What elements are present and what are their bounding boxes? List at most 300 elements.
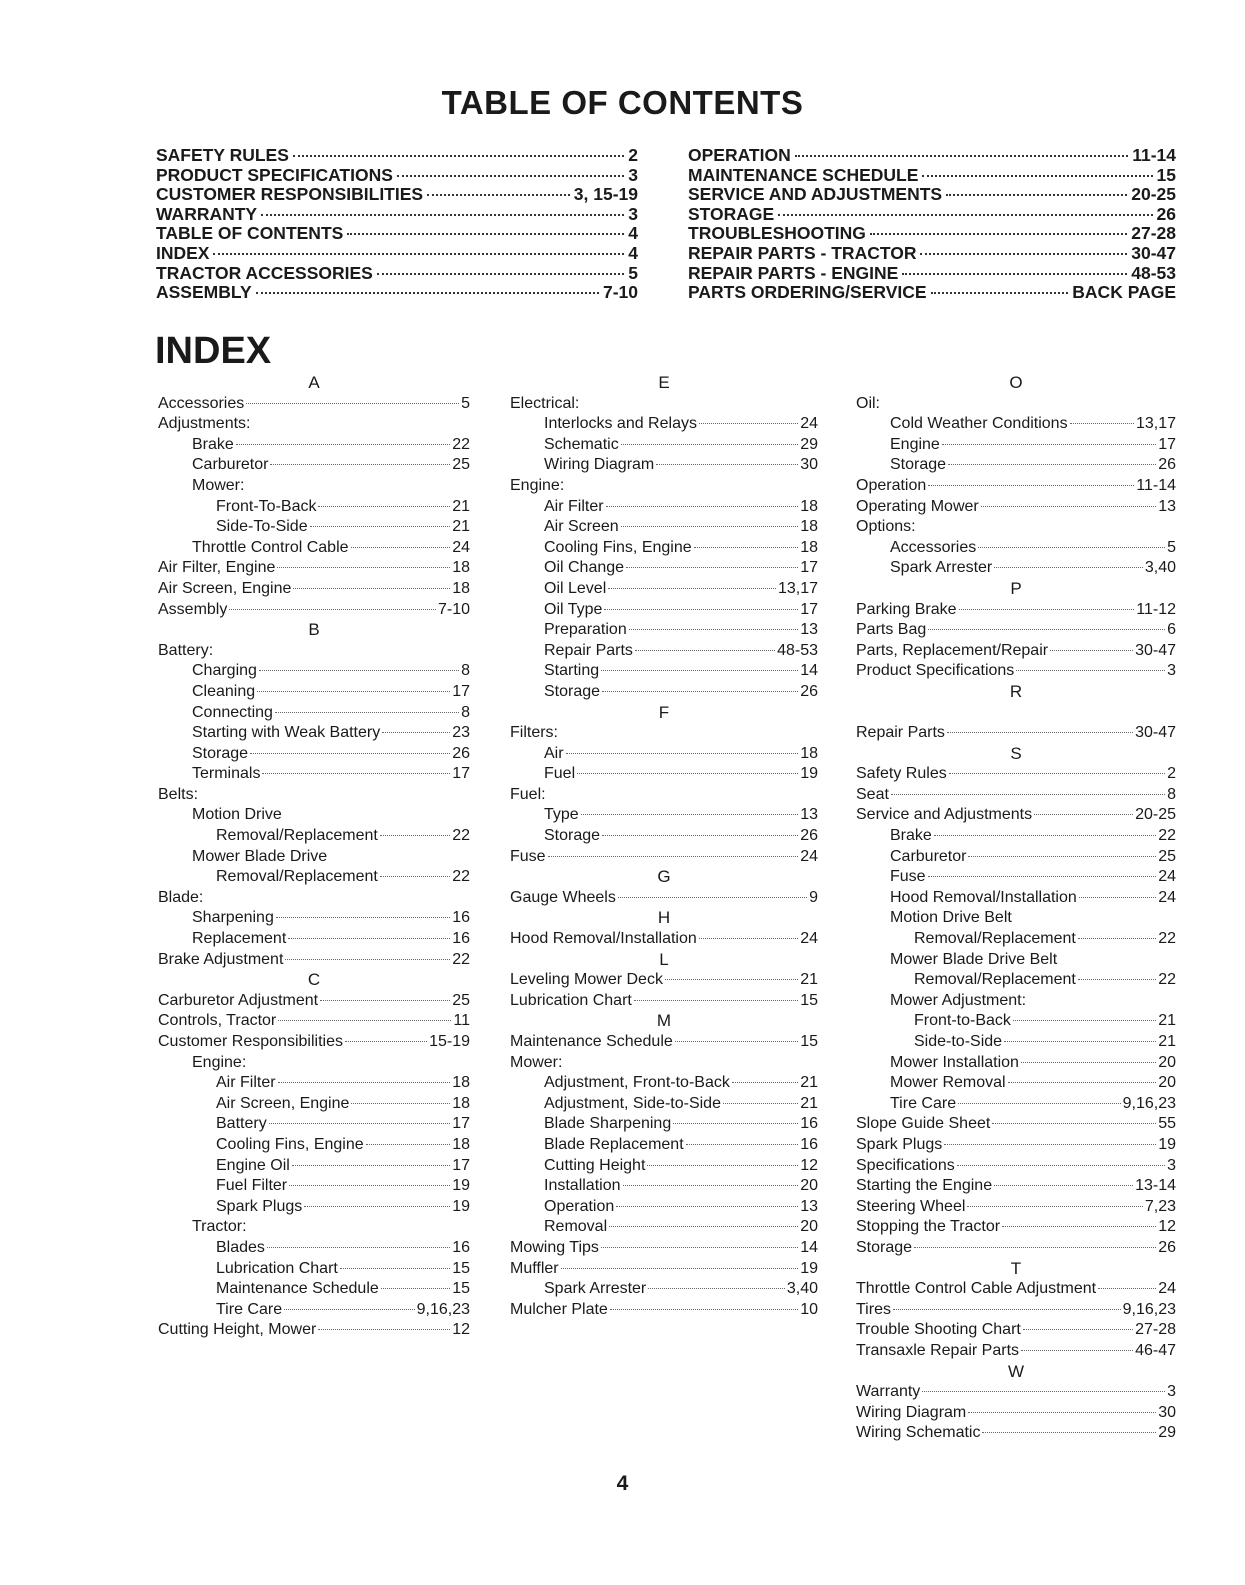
index-entry-page: 21 [452, 518, 470, 536]
index-entry-label: Battery [216, 1115, 267, 1133]
dot-leader [270, 464, 450, 465]
dot-leader [310, 526, 451, 527]
index-entry-label: Fuse [510, 847, 546, 865]
index-entry-label: Repair Parts [856, 724, 945, 742]
index-entry [856, 435, 1176, 456]
index-entry-label: Removal/Replacement [914, 971, 1076, 989]
dot-leader [366, 1144, 451, 1145]
index-entry-label: Hood Removal/Installation [890, 888, 1077, 906]
index-entry-label: Air [544, 744, 564, 762]
index-entry-page: 26 [1158, 1238, 1176, 1256]
dot-leader [947, 732, 1133, 733]
dot-leader [891, 794, 1165, 795]
index-entry-label: Tire Care [890, 1094, 957, 1112]
page-title: TABLE OF CONTENTS [441, 84, 804, 121]
dot-leader [634, 1000, 798, 1001]
index-entry-page: 9,16,23 [416, 1300, 470, 1318]
index-entry-page: 48-53 [777, 641, 818, 659]
index-entry [856, 1341, 1176, 1362]
index-entry-label: Carburetor Adjustment [158, 991, 319, 1009]
dot-leader [893, 1309, 1121, 1310]
dot-leader [259, 670, 459, 671]
dot-leader [1008, 1082, 1157, 1083]
index-entry-label: Seat [856, 785, 889, 803]
index-entry-page: 15 [800, 991, 818, 1009]
index-entry [856, 661, 1176, 682]
index-entry [510, 1279, 818, 1300]
index-entry [158, 1135, 470, 1156]
dot-leader [978, 547, 1165, 548]
toc-entry-page: 48-53 [1131, 262, 1176, 283]
index-entry-label: Air Filter [216, 1074, 276, 1092]
dot-leader [262, 773, 450, 774]
index-entry [856, 414, 1176, 435]
dot-leader [732, 1082, 798, 1083]
index-entry-page: 19 [1158, 1135, 1176, 1153]
index-entry-label: Warranty [856, 1383, 921, 1401]
dot-leader [942, 444, 1156, 445]
index-entry [158, 867, 470, 888]
index-entry-page: 46-47 [1135, 1341, 1176, 1359]
index-entry-page: 3 [1167, 1383, 1176, 1401]
index-entry-page: 13 [800, 1197, 818, 1215]
index-entry-page: 14 [800, 662, 818, 680]
index-entry [510, 1094, 818, 1115]
index-entry-label: Assembly [158, 600, 228, 618]
dot-leader [380, 876, 450, 877]
index-entry [856, 455, 1176, 476]
index-entry [856, 785, 1176, 806]
dot-leader [604, 609, 798, 610]
index-entry-label: Air Screen [544, 518, 619, 536]
index-entry-label: Engine [890, 435, 940, 453]
index-entry-label: Mowing Tips [510, 1238, 599, 1256]
index-entry [856, 1094, 1176, 1115]
toc-entry-label: OPERATION [688, 145, 791, 165]
dot-leader [256, 292, 599, 294]
index-entry [510, 1135, 818, 1156]
index-entry-page: 16 [800, 1115, 818, 1133]
index-entry-label: Engine Oil [216, 1156, 290, 1174]
dot-leader [293, 588, 450, 589]
dot-leader [284, 1309, 415, 1310]
dot-leader [621, 444, 799, 445]
toc-entry-page: 15 [1156, 164, 1176, 185]
index-group-heading: Tractor: [192, 1218, 247, 1236]
index-entry [158, 517, 470, 538]
dot-leader [699, 938, 798, 939]
index-entry [856, 1073, 1176, 1094]
index-entry [856, 970, 1176, 991]
index-entry-page: 3 [1167, 662, 1176, 680]
index-entry-label: Starting with Weak Battery [192, 724, 381, 742]
index-entry-page: 17 [452, 682, 470, 700]
dot-leader [968, 856, 1156, 857]
index-entry [158, 703, 470, 724]
index-entry-page: 22 [1158, 827, 1176, 845]
index-entry-label: Charging [192, 662, 257, 680]
index-entry-page: 3,40 [1144, 559, 1176, 577]
dot-leader [931, 292, 1069, 294]
index-letter-heading: G [657, 867, 671, 887]
index-group-heading: Engine: [192, 1053, 247, 1071]
index-entry [158, 950, 470, 971]
index-entry-label: Fuse [890, 868, 926, 886]
dot-leader [959, 609, 1135, 610]
index-entry-label: Throttle Control Cable [192, 538, 349, 556]
index-entry-label: Wiring Diagram [544, 456, 655, 474]
dot-leader [278, 1082, 451, 1083]
index-entry-page: 26 [452, 744, 470, 762]
index-entry-label: Fuel Filter [216, 1177, 288, 1195]
dot-leader [293, 155, 624, 157]
toc-entry-label: TROUBLESHOOTING [688, 223, 866, 244]
toc-entry-page: 26 [1156, 203, 1176, 224]
index-entry-label: Hood Removal/Installation [510, 930, 697, 948]
index-entry-label: Preparation [544, 621, 627, 639]
index-entry [158, 764, 470, 785]
index-entry-label: Storage [856, 1238, 913, 1256]
index-entry-label: Cold Weather Conditions [890, 415, 1068, 433]
dot-leader [948, 464, 1156, 465]
dot-leader [629, 629, 798, 630]
dot-leader [694, 547, 799, 548]
index-entry-page: 30 [1158, 1403, 1176, 1421]
index-entry [158, 579, 470, 600]
toc-entry [156, 185, 638, 205]
index-entry [510, 558, 818, 579]
index-entry [856, 1032, 1176, 1053]
index-entry-label: Accessories [890, 538, 977, 556]
index-entry-page: 26 [800, 827, 818, 845]
index-entry-page: 15 [452, 1280, 470, 1298]
index-entry-page: 22 [452, 868, 470, 886]
index-entry-label: Muffler [510, 1259, 559, 1277]
index-entry [856, 847, 1176, 868]
index-entry-page: 9 [809, 888, 818, 906]
index-entry [158, 600, 470, 621]
dot-leader [377, 273, 624, 275]
index-entry-label: Maintenance Schedule [510, 1033, 673, 1050]
index-entry [510, 600, 818, 621]
toc-entry-label: REPAIR PARTS - ENGINE [688, 262, 899, 283]
index-entry-label: Replacement [192, 930, 287, 948]
index-entry [510, 414, 818, 435]
index-entry-page: 11 [453, 1012, 470, 1030]
index-entry [856, 929, 1176, 950]
index-entry-label: Stopping the Tractor [856, 1218, 1001, 1236]
index-letter-heading: T [1010, 1258, 1022, 1278]
dot-leader [606, 506, 799, 507]
toc-entry-label: SAFETY RULES [156, 145, 289, 165]
index-entry-label: Trouble Shooting Chart [856, 1321, 1021, 1339]
toc-entry-label: STORAGE [688, 203, 775, 224]
index-group-heading: Motion Drive [192, 806, 282, 824]
index-entry-label: Blades [216, 1238, 265, 1256]
index-entry-label: Starting the Engine [856, 1177, 993, 1195]
index-entry-page: 13-14 [1135, 1177, 1176, 1195]
index-entry [510, 641, 818, 662]
index-entry-label: Transaxle Repair Parts [856, 1341, 1020, 1359]
index-entry-page: 9,16,23 [1122, 1094, 1176, 1112]
index-entry-label: Brake [890, 827, 932, 845]
index-entry [856, 1176, 1176, 1197]
dot-leader [992, 1123, 1156, 1124]
index-entry-label: Carburetor [890, 847, 967, 865]
dot-leader [1021, 1350, 1133, 1351]
toc-entry-page: 5 [628, 262, 638, 283]
dot-leader [699, 423, 798, 424]
index-entry-label: Service and Adjustments [856, 806, 1033, 824]
dot-leader [382, 732, 450, 733]
index-entry-page: 26 [1158, 456, 1176, 474]
index-entry-page: 14 [800, 1238, 818, 1256]
index-entry-page: 21 [800, 971, 818, 989]
index-entry-label: Cooling Fins, Engine [544, 538, 692, 556]
dot-leader [648, 1288, 785, 1289]
index-entry-label: Steering Wheel [856, 1197, 966, 1215]
dot-leader [351, 1103, 450, 1104]
index-entry-label: Controls, Tractor [158, 1012, 277, 1030]
dot-leader [968, 1412, 1156, 1413]
index-entry-page: 16 [800, 1135, 818, 1153]
dot-leader [304, 1206, 450, 1207]
index-entry [856, 558, 1176, 579]
index-entry-page: 17 [452, 1115, 470, 1133]
dot-leader [616, 1206, 798, 1207]
index-entry-label: Adjustment, Side-to-Side [544, 1094, 721, 1112]
index-entry-label: Repair Parts [544, 641, 633, 659]
index-entry [158, 929, 470, 950]
index-entry [856, 538, 1176, 559]
index-entry-page: 27-28 [1135, 1321, 1176, 1339]
index-entry-page: 20 [1158, 1053, 1176, 1071]
toc-right-column [688, 146, 1176, 303]
toc-entry-label: MAINTENANCE SCHEDULE [688, 164, 919, 185]
index-entry [510, 1300, 818, 1321]
dot-leader [928, 876, 1157, 877]
index-entry [856, 497, 1176, 518]
index-entry [856, 600, 1176, 621]
index-entry-page: 19 [452, 1197, 470, 1215]
dot-leader [561, 1268, 799, 1269]
index-letter-heading: P [1010, 578, 1022, 598]
dot-leader [269, 1123, 451, 1124]
index-entry-page: 30-47 [1135, 641, 1176, 659]
index-entry-page: 20-25 [1135, 806, 1176, 824]
index-entry [158, 1300, 470, 1321]
dot-leader [257, 691, 450, 692]
index-entry-label: Side-to-Side [914, 1033, 1003, 1050]
index-entry-page: 12 [800, 1156, 818, 1174]
index-entry [510, 826, 818, 847]
dot-leader [1098, 1288, 1156, 1289]
index-entry [158, 723, 470, 744]
index-entry [856, 1279, 1176, 1300]
toc-entry-page: 3, 15-19 [573, 184, 638, 205]
index-entry [510, 1238, 818, 1259]
dot-leader [278, 1020, 451, 1021]
index-entry [510, 1217, 818, 1238]
index-entry-page: 20 [800, 1218, 818, 1236]
dot-leader [277, 567, 450, 568]
index-entry-page: 20 [1158, 1074, 1176, 1092]
index-entry-label: Air Filter, Engine [158, 559, 276, 577]
index-entry-label: Brake Adjustment [158, 950, 284, 968]
index-entry-page: 5 [1167, 538, 1176, 556]
index-entry-label: Oil Change [544, 559, 625, 577]
index-entry [158, 1032, 470, 1053]
dot-leader [665, 979, 798, 980]
index-letter-heading: M [656, 1011, 672, 1031]
toc-entry-page: 20-25 [1131, 184, 1176, 205]
index-entry [856, 641, 1176, 662]
index-entry-page: 13 [800, 806, 818, 824]
index-entry-page: 17 [800, 559, 818, 577]
dot-leader [285, 959, 450, 960]
index-entry-page: 30-47 [1135, 724, 1176, 742]
index-entry-label: Storage [544, 827, 601, 845]
dot-leader [1070, 423, 1134, 424]
index-entry [158, 1011, 470, 1032]
dot-leader [1016, 670, 1165, 671]
index-entry-page: 21 [1158, 1012, 1176, 1030]
index-entry-page: 17 [1158, 435, 1176, 453]
toc-entry [156, 264, 638, 284]
dot-leader [1004, 1041, 1156, 1042]
toc-entry-label: REPAIR PARTS - TRACTOR [688, 242, 917, 263]
index-column-1 [158, 373, 470, 1341]
index-group-heading: Mower Adjustment: [890, 991, 1027, 1009]
index-entry-page: 24 [800, 847, 818, 865]
dot-leader [602, 691, 798, 692]
index-entry-label: Spark Plugs [216, 1197, 303, 1215]
index-entry-label: Cooling Fins, Engine [216, 1135, 364, 1153]
index-letter-heading: A [308, 373, 320, 392]
index-entry-page: 21 [800, 1074, 818, 1092]
dot-leader [345, 1041, 427, 1042]
index-entry-label: Wiring Diagram [856, 1403, 967, 1421]
index-entry-page: 19 [800, 765, 818, 783]
index-entry [856, 888, 1176, 909]
dot-leader [982, 1432, 1156, 1433]
index-entry-page: 13,17 [1135, 415, 1176, 433]
dot-leader [981, 506, 1156, 507]
index-entry-page: 18 [452, 579, 470, 597]
index-entry-label: Adjustment, Front-to-Back [544, 1074, 730, 1092]
dot-leader [686, 1144, 799, 1145]
dot-leader [778, 214, 1152, 216]
index-entry-label: Removal [544, 1218, 608, 1236]
index-entry [856, 723, 1176, 744]
dot-leader [276, 917, 450, 918]
dot-leader [967, 1206, 1142, 1207]
dot-leader [427, 194, 570, 196]
dot-leader [292, 1165, 450, 1166]
index-entry-page: 13,17 [777, 579, 818, 597]
index-entry-page: 15 [800, 1033, 818, 1050]
index-entry-page: 3 [1167, 1156, 1176, 1174]
dot-leader [213, 253, 624, 255]
index-entry-label: Product Specifications [856, 662, 1015, 680]
index-entry [158, 497, 470, 518]
index-entry-label: Mower Removal [890, 1074, 1006, 1092]
index-entry [158, 1114, 470, 1135]
index-entry [158, 1238, 470, 1259]
index-entry [510, 538, 818, 559]
index-entry [510, 1114, 818, 1135]
dot-leader [928, 485, 1134, 486]
index-entry-label: Blade Replacement [544, 1135, 684, 1153]
dot-leader [647, 1165, 798, 1166]
dot-leader [577, 773, 798, 774]
index-entry-label: Throttle Control Cable Adjustment [856, 1280, 1097, 1298]
index-entry [158, 1156, 470, 1177]
toc-entry [688, 264, 1176, 284]
toc-entry-page: 27-28 [1131, 223, 1176, 244]
index-heading: INDEX [155, 330, 272, 372]
index-group-heading: Mower: [510, 1053, 563, 1071]
index-entry [158, 394, 470, 415]
index-entry [856, 1300, 1176, 1321]
index-entry-label: Removal/Replacement [216, 827, 378, 845]
index-entry [856, 826, 1176, 847]
index-entry-page: 11-12 [1136, 600, 1176, 618]
index-group-heading: Mower: [192, 476, 245, 494]
index-entry-label: Air Screen, Engine [216, 1094, 350, 1112]
index-entry-page: 22 [1158, 930, 1176, 948]
index-entry [510, 991, 818, 1012]
index-entry-label: Interlocks and Relays [544, 415, 697, 433]
index-entry-label: Starting [544, 662, 600, 680]
dot-leader [922, 1391, 1165, 1392]
toc-entry [156, 283, 638, 303]
index-entry-page: 22 [452, 435, 470, 453]
dot-leader [675, 1041, 798, 1042]
index-entry-page: 21 [1158, 1033, 1176, 1050]
index-entry-page: 19 [800, 1259, 818, 1277]
index-entry-page: 22 [1158, 971, 1176, 989]
index-entry [510, 847, 818, 868]
toc-entry [688, 244, 1176, 264]
index-entry [158, 661, 470, 682]
index-entry-page: 16 [452, 909, 470, 927]
index-entry-page: 20 [800, 1177, 818, 1195]
dot-leader [1021, 1062, 1156, 1063]
index-entry [158, 558, 470, 579]
dot-leader [958, 1103, 1121, 1104]
index-entry-label: Customer Responsibilities [158, 1033, 343, 1050]
index-entry-label: Storage [890, 456, 947, 474]
index-entry [158, 908, 470, 929]
index-entry [158, 991, 470, 1012]
index-entry [856, 1156, 1176, 1177]
dot-leader [949, 773, 1165, 774]
index-group-heading: Filters: [510, 724, 558, 742]
index-entry-label: Schematic [544, 435, 619, 453]
index-entry [158, 1259, 470, 1280]
index-entry-page: 7-10 [437, 600, 470, 618]
index-entry-page: 5 [461, 394, 470, 412]
index-entry-label: Gauge Wheels [510, 888, 616, 906]
index-entry [158, 826, 470, 847]
toc-entry-label: TRACTOR ACCESSORIES [156, 262, 373, 283]
toc-entry [156, 244, 638, 264]
index-entry-label: Slope Guide Sheet [856, 1115, 991, 1133]
index-entry-label: Cutting Height, Mower [158, 1321, 317, 1339]
index-entry-page: 24 [1158, 1280, 1176, 1298]
toc-entry-page: 7-10 [602, 282, 638, 303]
